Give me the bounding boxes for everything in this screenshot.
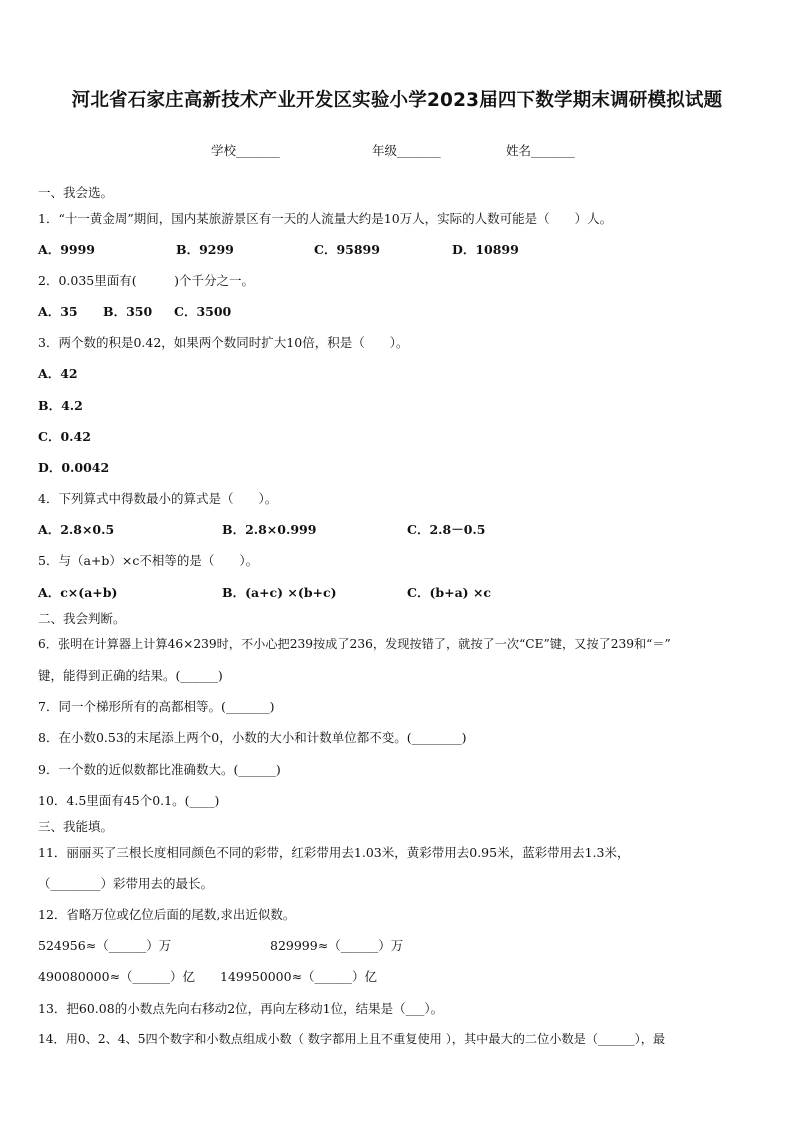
question-2-option-c: C．3500	[174, 304, 232, 319]
question-2-stem: 2．0.035里面有( )个千分之一。	[38, 273, 254, 288]
question-3-option-b: B．4.2	[38, 398, 83, 413]
question-8: 8．在小数0.53的末尾添上两个0，小数的大小和计数单位都不变。(________)	[38, 730, 467, 745]
question-12-item-c: 490080000≈（______）亿	[38, 969, 196, 984]
question-5-option-a: A．c×(a+b)	[38, 585, 118, 600]
question-1-option-a: A．9999	[38, 242, 95, 257]
question-7: 7．同一个梯形所有的高都相等。(_______)	[38, 699, 275, 714]
page-title: 河北省石家庄高新技术产业开发区实验小学2023届四下数学期末调研模拟试题	[71, 90, 723, 111]
question-11-line-2: （________）彩带用去的最长。	[38, 876, 214, 891]
question-4-option-b: B．2.8×0.999	[222, 522, 317, 537]
question-5-option-c: C．(b+a) ×c	[407, 585, 492, 600]
question-6-line-1: 6．张明在计算器上计算46×239时，不小心把239按成了236，发现按错了，就按了一次“CE”键，又按了239和“＝”	[38, 637, 671, 651]
school-field: 学校_______	[211, 143, 280, 158]
question-4-option-c: C．2.8－0.5	[407, 522, 486, 537]
question-1-option-b: B．9299	[176, 242, 234, 257]
question-3-stem: 3．两个数的积是0.42，如果两个数同时扩大10倍，积是（ ）。	[38, 335, 409, 350]
question-1-stem: 1．“十一黄金周”期间，国内某旅游景区有一天的人流量大约是10万人，实际的人数可能是（ ）人。	[38, 211, 613, 226]
name-field: 姓名_______	[506, 143, 575, 158]
question-5-option-b: B．(a+c) ×(b+c)	[222, 585, 337, 600]
question-2-option-b: B．350	[103, 304, 153, 319]
section-heading-choice: 一、我会选。	[38, 185, 114, 200]
question-1-option-c: C．95899	[314, 242, 380, 257]
grade-field: 年级_______	[372, 143, 441, 158]
question-10: 10．4.5里面有45个0.1。(____)	[38, 793, 220, 808]
section-heading-judge: 二、我会判断。	[38, 611, 126, 626]
question-6-line-2: 键，能得到正确的结果。(______)	[38, 668, 223, 683]
question-5-stem: 5．与（a+b）×c不相等的是（ ）。	[38, 553, 259, 568]
question-3-option-a: A．42	[38, 366, 78, 381]
question-12-item-b: 829999≈（______）万	[270, 938, 404, 953]
question-3-option-c: C．0.42	[38, 429, 91, 444]
question-1-option-d: D．10899	[452, 242, 519, 257]
question-12-item-a: 524956≈（______）万	[38, 938, 172, 953]
question-2-option-a: A．35	[38, 304, 78, 319]
question-9: 9．一个数的近似数都比准确数大。(______)	[38, 762, 281, 777]
question-11-line-1: 11．丽丽买了三根长度相同颜色不同的彩带，红彩带用去1.03米，黄彩带用去0.95米，蓝彩带用去1.3米，	[38, 845, 630, 860]
section-heading-fill: 三、我能填。	[38, 819, 114, 834]
question-14: 14．用0、2、4、5四个数字和小数点组成小数（ 数字都用上且不重复使用 ），其中最大的二位小数是（______），最	[38, 1032, 666, 1046]
question-13: 13．把60.08的小数点先向右移动2位，再向左移动1位，结果是（___）。	[38, 1001, 444, 1016]
question-12-item-d: 149950000≈（______）亿	[220, 969, 378, 984]
question-12-stem: 12．省略万位或亿位后面的尾数,求出近似数。	[38, 907, 296, 922]
question-3-option-d: D．0.0042	[38, 460, 110, 475]
question-4-stem: 4．下列算式中得数最小的算式是（ ）。	[38, 491, 278, 506]
question-4-option-a: A．2.8×0.5	[38, 522, 115, 537]
